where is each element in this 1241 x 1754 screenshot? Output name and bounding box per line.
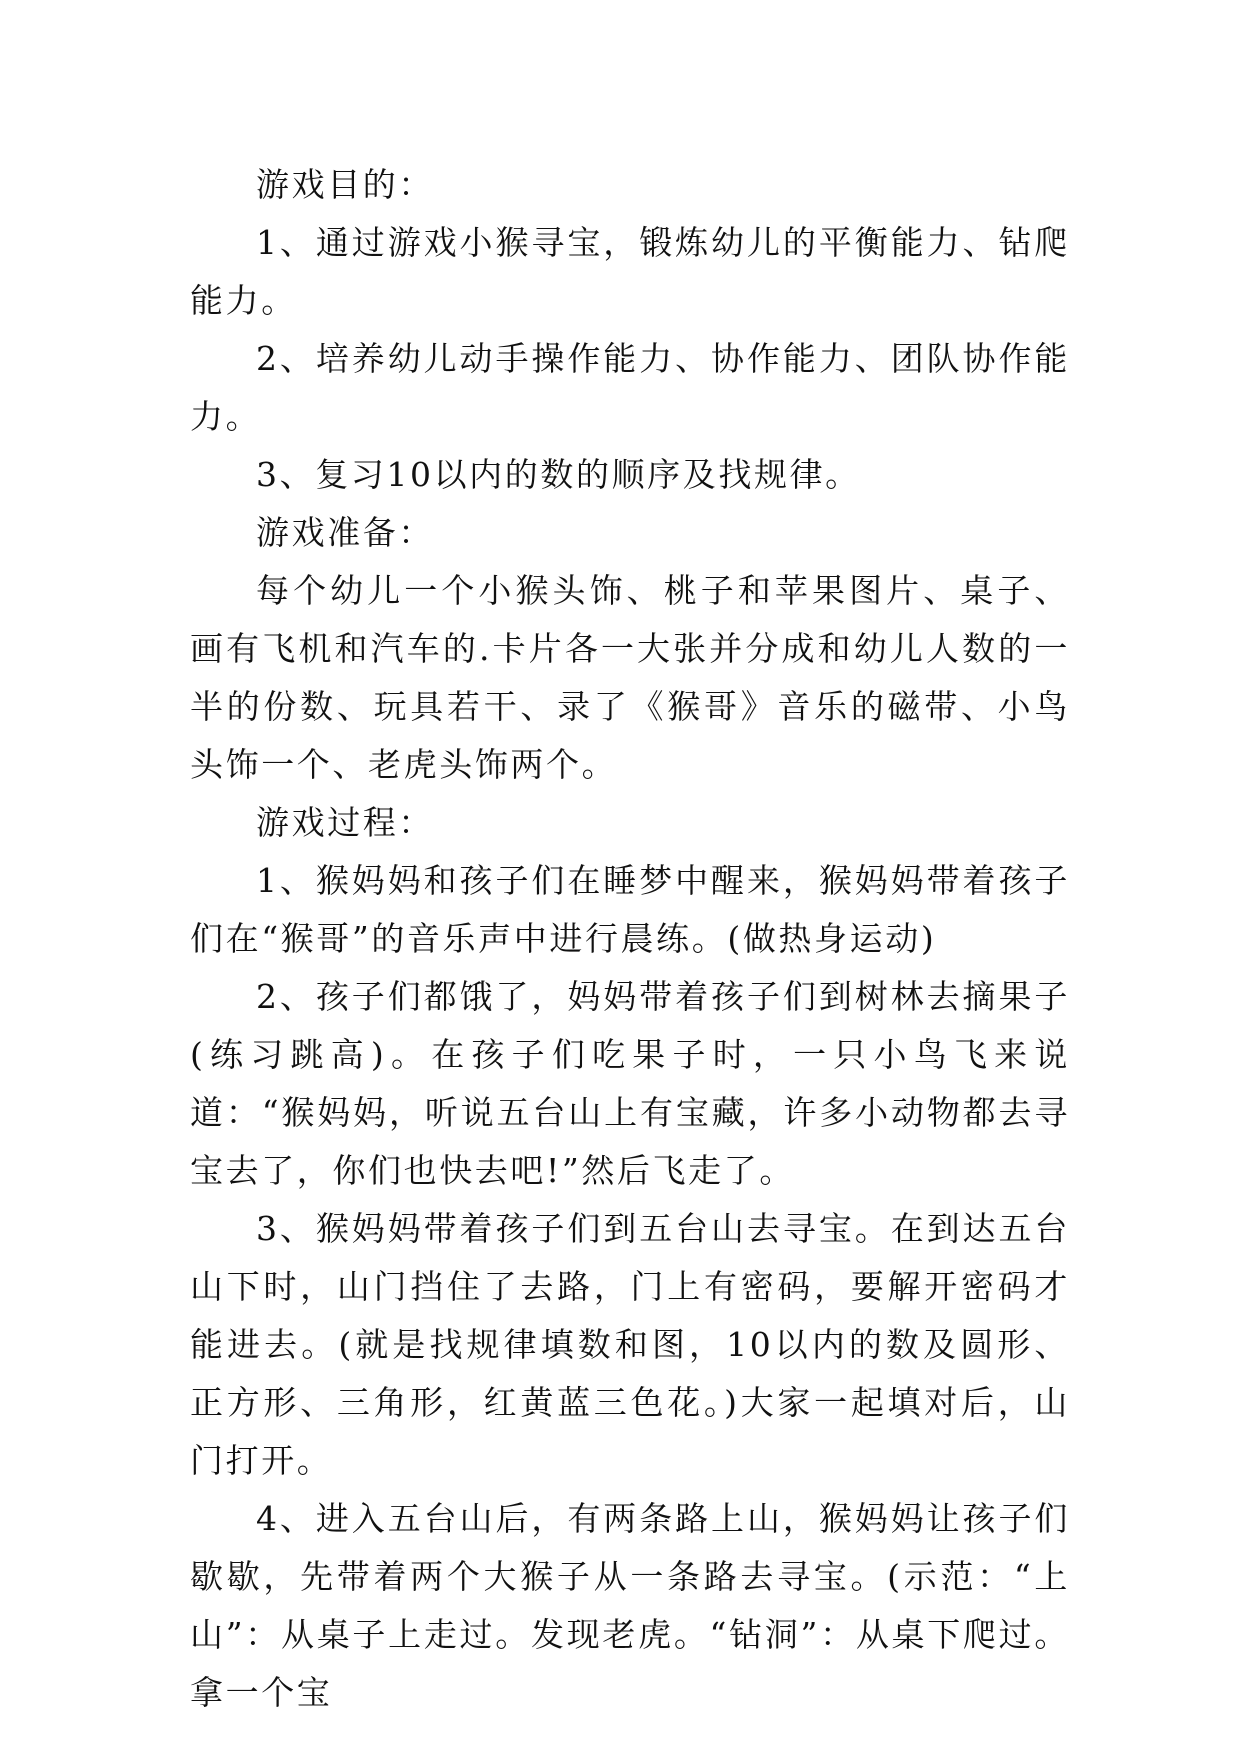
section-heading-preparation: 游戏准备： bbox=[256, 513, 434, 552]
goal-item-2: 2、培养幼儿动手操作能力、协作能力、团队协作能力。 bbox=[190, 339, 1070, 436]
section-heading-process: 游戏过程： bbox=[256, 803, 434, 842]
goal-item-1: 1、通过游戏小猴寻宝，锻炼幼儿的平衡能力、钻爬能力。 bbox=[190, 223, 1070, 320]
process-step-2: 2、孩子们都饿了，妈妈带着孩子们到树林去摘果子(练习跳高)。在孩子们吃果子时，一只小鸟飞来说道：“猴妈妈，听说五台山上有宝藏，许多小动物都去寻宝去了，你们也快去吧!”然后飞走了。 bbox=[190, 977, 1070, 1190]
process-step-1: 1、猴妈妈和孩子们在睡梦中醒来，猴妈妈带着孩子们在“猴哥”的音乐声中进行晨练。(做热身运动) bbox=[190, 861, 1070, 958]
process-step-4: 4、进入五台山后，有两条路上山，猴妈妈让孩子们歇歇，先带着两个大猴子从一条路去寻宝。(示范：“上山”：从桌子上走过。发现老虎。“钻洞”：从桌下爬过。拿一个宝 bbox=[190, 1499, 1070, 1712]
section-heading-goal: 游戏目的： bbox=[256, 165, 434, 204]
document-body bbox=[190, 156, 1070, 1722]
goal-item-3: 3、复习10以内的数的顺序及找规律。 bbox=[256, 455, 861, 494]
process-step-3: 3、猴妈妈带着孩子们到五台山去寻宝。在到达五台山下时，山门挡住了去路，门上有密码，要解开密码才能进去。(就是找规律填数和图，10以内的数及圆形、正方形、三角形，红黄蓝三色花。)大家一起填对后，山门打开。 bbox=[190, 1209, 1070, 1480]
preparation-paragraph: 每个幼儿一个小猴头饰、桃子和苹果图片、桌子、画有飞机和汽车的.卡片各一大张并分成和幼儿人数的一半的份数、玩具若干、录了《猴哥》音乐的磁带、小鸟头饰一个、老虎头饰两个。 bbox=[190, 571, 1070, 784]
